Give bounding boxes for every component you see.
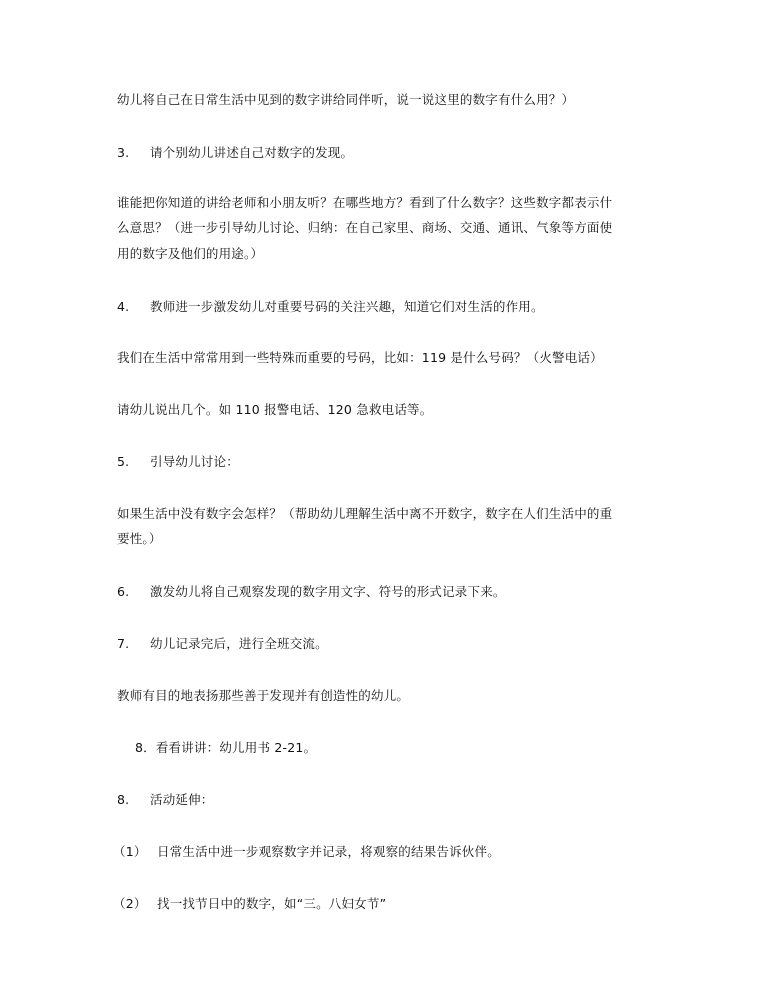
list-item-4: [117, 299, 544, 315]
list-number: 8.: [117, 792, 130, 807]
paragraph-special-numbers: 我们在生活中常常用到一些特殊而重要的号码，比如：119 是什么号码？（火警电话）: [117, 350, 603, 365]
list-number: 5.: [117, 454, 130, 469]
list-item-5: [117, 454, 239, 470]
list-text: 激发幼儿将自己观察发现的数字用文字、符号的形式记录下来。: [150, 584, 506, 599]
list-number: 7.: [117, 636, 130, 651]
list-item-3: [117, 145, 353, 161]
paragraph-question-line-3: 用的数字及他们的用途。）: [117, 246, 264, 261]
list-item-7: [117, 636, 328, 652]
list-number: 3.: [117, 145, 130, 160]
sub-text: 找一找节日中的数字，如“三。八妇女节”: [157, 896, 387, 911]
paragraph-examples: 请幼儿说出几个。如 110 报警电话、120 急救电话等。: [117, 402, 433, 417]
sub-number: （2）: [113, 896, 147, 911]
paragraph-discussion-line-2: 要性。）: [117, 531, 162, 546]
list-text: 教师进一步激发幼儿对重要号码的关注兴趣，知道它们对生活的作用。: [150, 299, 544, 314]
sub-number: （1）: [113, 844, 147, 859]
paragraph-question-line-2: 么意思？（进一步引导幼儿讨论、归纳：在自己家里、商场、交通、通讯、气象等方面使: [117, 220, 613, 235]
list-text: 幼儿记录完后，进行全班交流。: [150, 636, 328, 651]
paragraph-question-line-1: 谁能把你知道的讲给老师和小朋友听？在哪些地方？看到了什么数字？这些数字都表示什: [117, 195, 613, 210]
list-text: 引导幼儿讨论：: [150, 454, 239, 469]
paragraph-praise: 教师有目的地表扬那些善于发现并有创造性的幼儿。: [117, 688, 410, 703]
sub-item-1: [113, 844, 500, 860]
list-text: 活动延伸：: [150, 792, 214, 807]
paragraph-discussion-line-1: 如果生活中没有数字会怎样？（帮助幼儿理解生活中离不开数字，数字在人们生活中的重: [117, 506, 613, 521]
list-number: 6.: [117, 584, 130, 599]
list-item-8-reading: 8．看看讲讲：幼儿用书 2-21。: [135, 740, 317, 755]
list-item-8-extension: [117, 792, 214, 808]
paragraph-intro: 幼儿将自己在日常生活中见到的数字讲给同伴听，说一说这里的数字有什么用？）: [117, 92, 575, 107]
sub-text: 日常生活中进一步观察数字并记录，将观察的结果告诉伙伴。: [157, 844, 500, 859]
list-item-6: [117, 584, 506, 600]
sub-item-2: [113, 896, 386, 912]
list-text: 请个别幼儿讲述自己对数字的发现。: [150, 145, 354, 160]
list-number: 4.: [117, 299, 130, 314]
